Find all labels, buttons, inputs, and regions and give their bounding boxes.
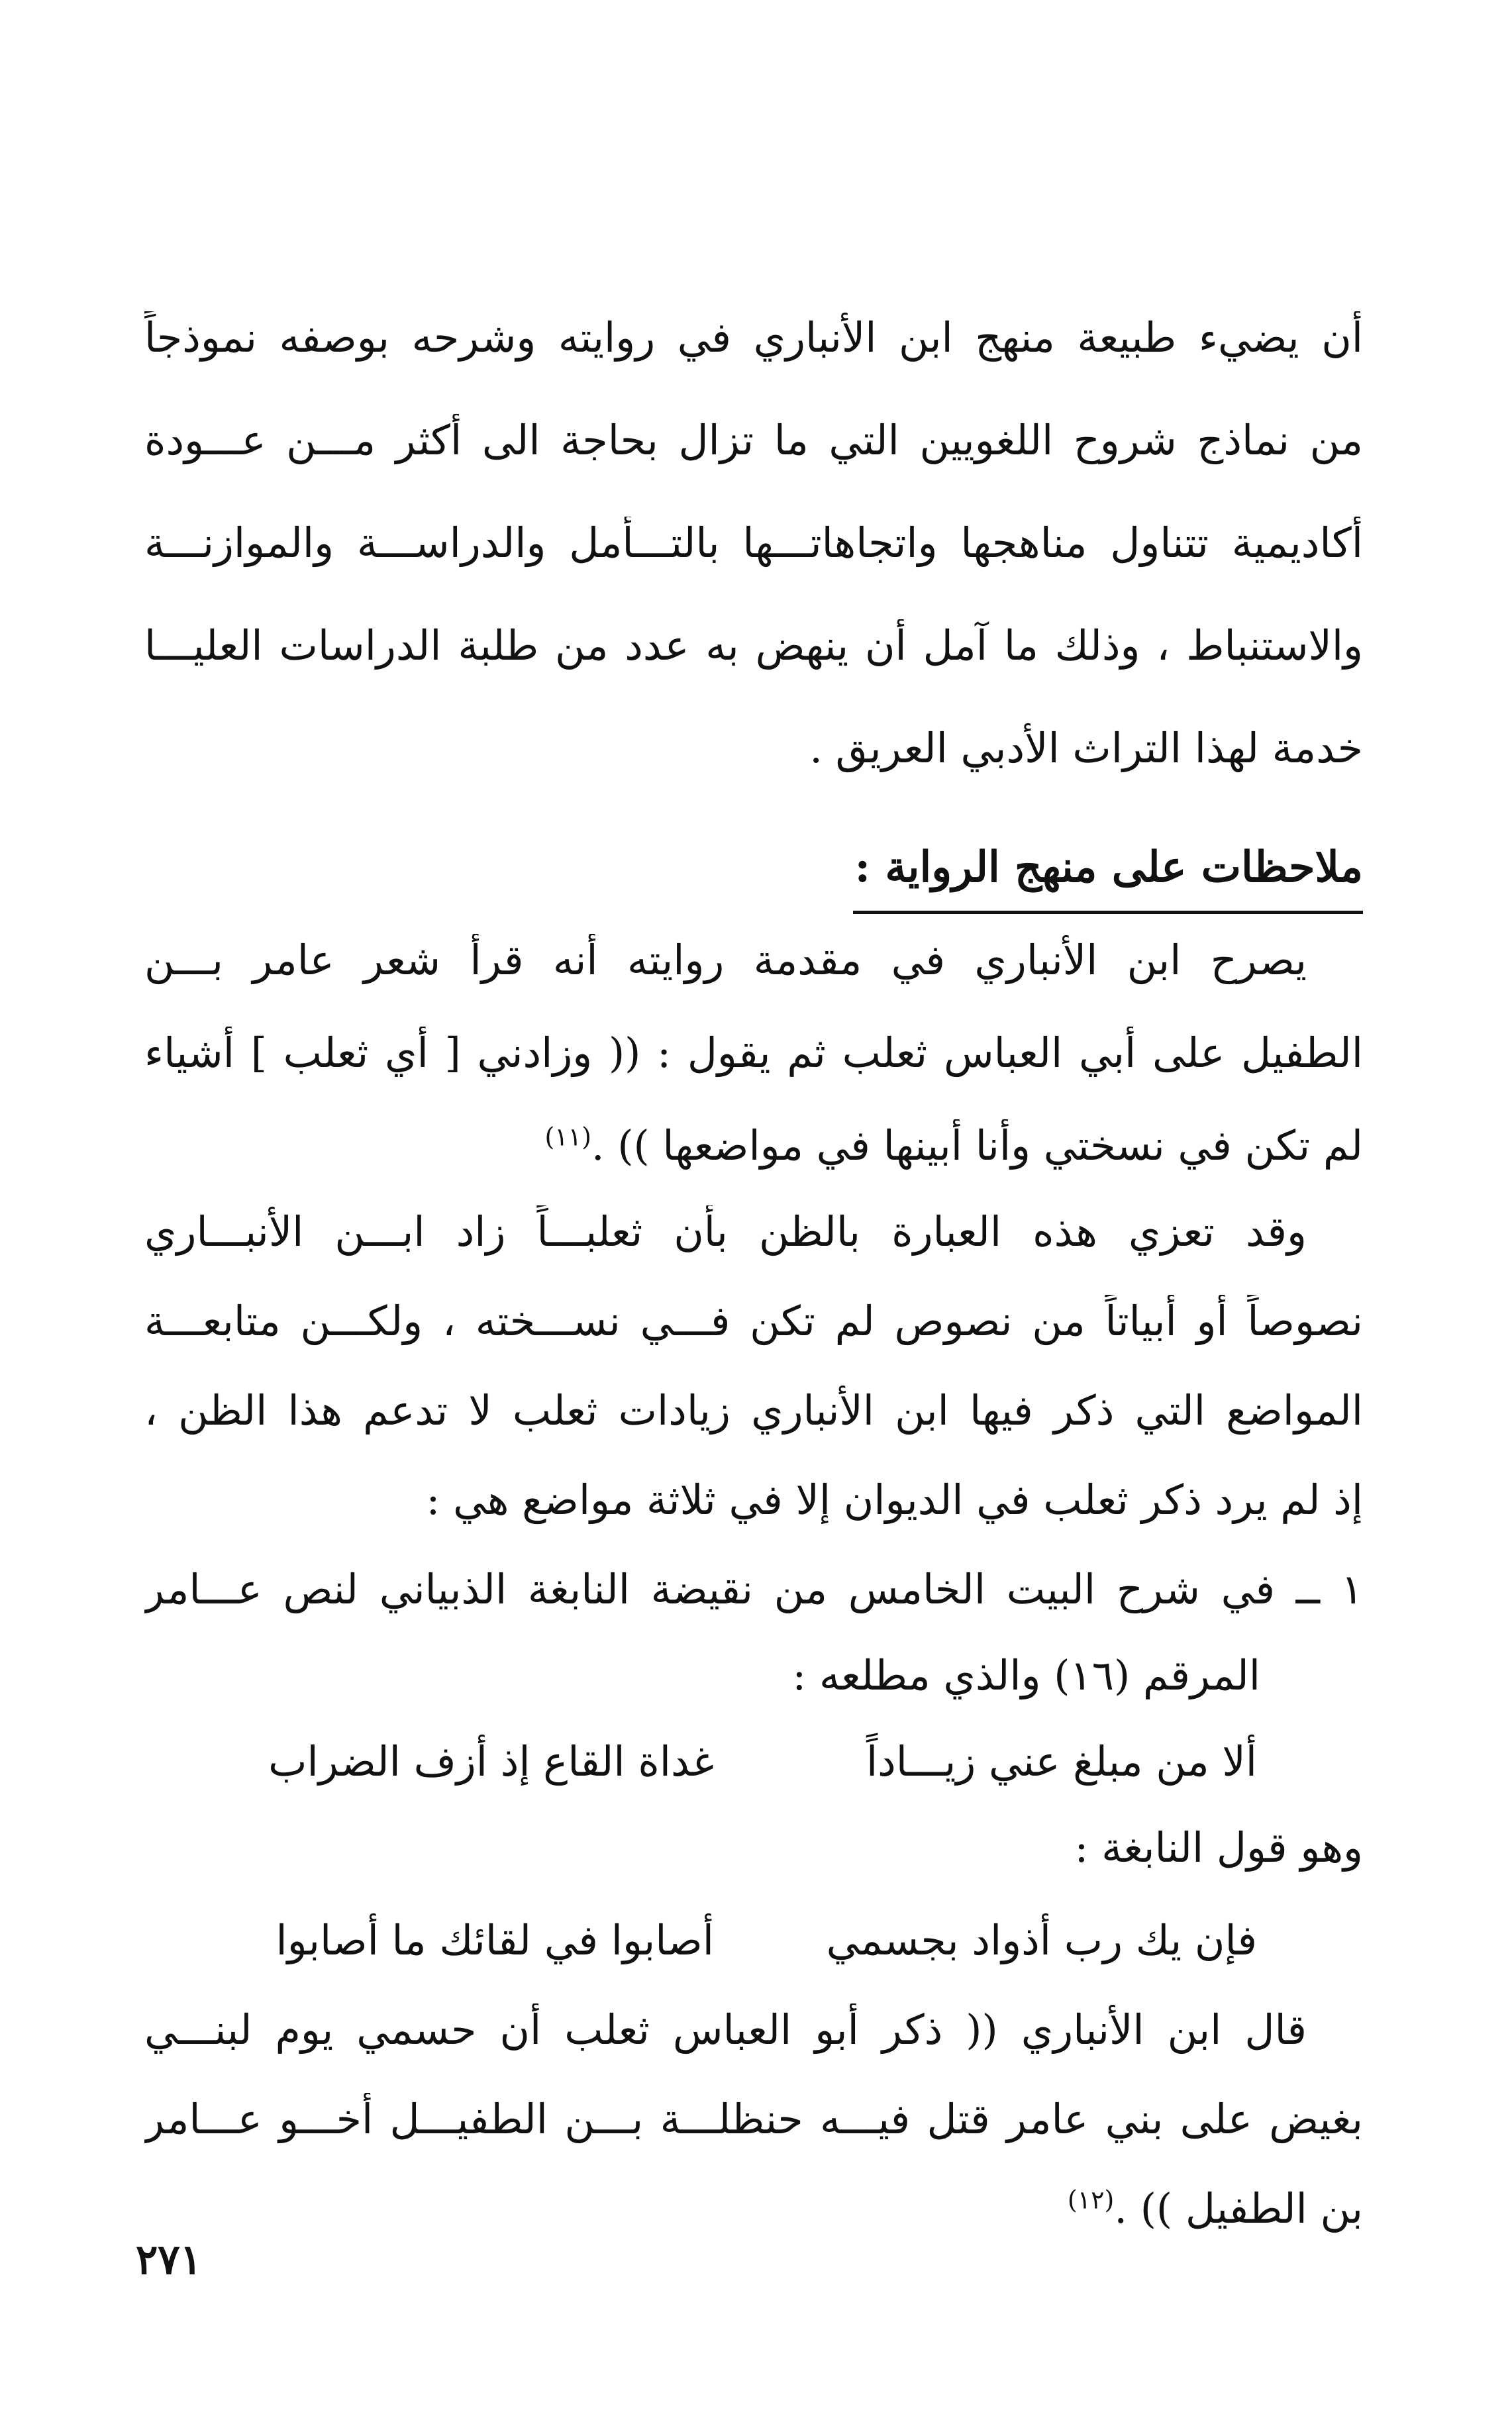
paragraph-2-line-3: المواضع التي ذكر فيها ابن الأنباري زيادات ثعلب لا تدعم هذا الظن ،	[144, 1386, 1363, 1435]
intro-line-1: أن يضيء طبيعة منهج ابن الأنباري في روايته وشرحه بوصفه نموذجاً	[144, 313, 1363, 362]
paragraph-1-line-3-text: لم تكن في نسختي وأنا أبينها في مواضعها )) .	[591, 1121, 1363, 1170]
page-number: ٢٧١	[136, 2235, 202, 2284]
paragraph-1-line-2: الطفيل على أبي العباس ثعلب ثم يقول : (( وزادني [ أي ثعلب ] أشياء	[144, 1029, 1363, 1077]
verse-1-second-hemistich: غداة القاع إذ أزف الضراب	[268, 1737, 714, 1786]
paragraph-2-line-1: وقد تعزي هذه العبارة بالظن بأن ثعلبـــاً زاد ابـــن الأنبـــاري	[144, 1207, 1307, 1256]
list-item-1-line-2: المرقم (١٦) والذي مطلعه :	[792, 1651, 1260, 1699]
list-item-1-line-1: ١ ــ في شرح البيت الخامس من نقيضة النابغة الذبياني لنص عـــامر	[144, 1565, 1363, 1613]
paragraph-1-line-1: يصرح ابن الأنباري في مقدمة روايته أنه قرأ شعر عامر بـــن	[144, 936, 1307, 984]
paragraph-2-line-4: إذ لم يرد ذكر ثعلب في الديوان إلا في ثلاثة مواضع هي :	[426, 1476, 1363, 1524]
verse-2-first-hemistich: فإن يك رب أذواد بجسمي	[826, 1916, 1257, 1964]
paragraph-3-line-1: قال ابن الأنباري (( ذكر أبو العباس ثعلب أن حسمي يوم لبنـــي	[144, 2005, 1307, 2054]
section-heading: ملاحظات على منهج الرواية :	[854, 842, 1363, 892]
paragraph-1-line-3	[144, 1119, 1363, 1172]
verse-2-second-hemistich: أصابوا في لقائك ما أصابوا	[276, 1916, 714, 1964]
intro-line-4: والاستنباط ، وذلك ما آمل أن ينهض به عدد من طلبة الدراسات العليـــا	[144, 621, 1363, 670]
heading-underline	[853, 911, 1363, 914]
verse-1-first-hemistich: ألا من مبلغ عني زيـــاداً	[866, 1737, 1257, 1786]
paragraph-3-line-2: بغيض على بني عامر قتل فيـــه حنظلـــة بـــن الطفيـــل أخـــو عـــامر	[144, 2095, 1363, 2143]
footnote-ref-12: (١٢)	[1067, 2185, 1115, 2215]
intro-line-2: من نماذج شروح اللغويين التي ما تزال بحاجة الى أكثر مـــن عـــودة	[144, 416, 1363, 464]
footnote-ref-11: (١١)	[544, 1122, 591, 1152]
intro-line-3: أكاديمية تتناول مناهجها واتجاهاتـــها بالتـــأمل والدراســـة والموازنـــة	[144, 519, 1363, 567]
verse-intro: وهو قول النابغة :	[1074, 1823, 1363, 1872]
paragraph-2-line-2: نصوصاً أو أبياتاً من نصوص لم تكن فـــي نســـخته ، ولكـــن متابعـــة	[144, 1297, 1363, 1345]
paragraph-3-line-3	[144, 2182, 1363, 2235]
paragraph-3-line-3-text: بن الطفيل )) .	[1114, 2184, 1363, 2233]
intro-line-5: خدمة لهذا التراث الأدبي العريق .	[809, 724, 1363, 772]
